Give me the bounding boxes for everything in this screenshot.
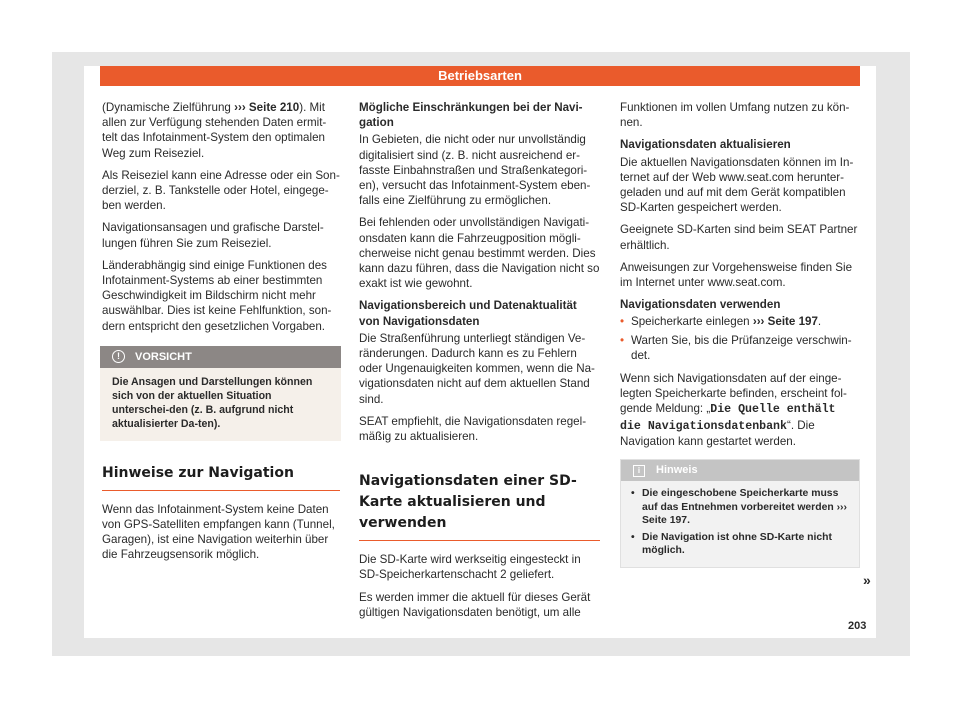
- paragraph: Wenn sich Navigationsdaten auf der einge-legten Speicherkarte befinden, erscheint fol-gende Meldung: „Die Quelle enthält die Navigationsdatenbank“. Die Navigation kann gestartet werden.: [620, 372, 847, 448]
- list-item: • Die Navigation ist ohne SD-Karte nicht möglich.: [631, 531, 832, 557]
- page-reference-link[interactable]: ››› Seite 197: [752, 315, 818, 329]
- section-rule: [359, 540, 600, 541]
- subheading: Navigationsdaten aktualisieren: [620, 138, 791, 152]
- column-2: [359, 100, 600, 627]
- paragraph: Die SD-Karte wird werkseitig eingesteckt in SD-Speicherkartenschacht 2 geliefert.: [359, 553, 581, 582]
- paragraph: Funktionen im vollen Umfang nutzen zu kön-nen.: [620, 101, 850, 130]
- column-3: [620, 100, 860, 568]
- paragraph: Geeignete SD-Karten sind beim SEAT Partner erhältlich.: [620, 223, 858, 252]
- column-1: [102, 100, 340, 570]
- note-header: [621, 460, 859, 481]
- warning-box: [100, 346, 341, 441]
- bullet-icon: •: [620, 315, 625, 329]
- note-box: [620, 459, 860, 568]
- section-rule: [102, 490, 340, 491]
- list-item: • Warten Sie, bis die Prüfanzeige verschwin-det.: [620, 333, 852, 362]
- paragraph: Es werden immer die aktuell für dieses Gerät gültigen Navigationsdaten benötigt, um alle: [359, 590, 591, 619]
- page-reference-link[interactable]: ››› Seite 210: [234, 101, 300, 114]
- paragraph: (Dynamische Zielführung ››› Seite 210). Mit allen zur Verfügung stehenden Daten ermit-telt das Infotainment-System den optimalen Weg zum Reiseziel.: [102, 101, 327, 160]
- paragraph: In Gebieten, die nicht oder nur unvollständig digitalisiert sind (z. B. nicht ausreichend er-fasste Einbahnstraßen und Straßenkategori-en), versucht das Infotainment-System eben-falls eine Zielführung zu ermöglichen.: [359, 133, 591, 208]
- paragraph: Wenn das Infotainment-System keine Daten von GPS-Satelliten empfangen kann (Tunnel, Garagen), ist eine Navigation weiterhin über die Fahrzeugsensorik möglich.: [102, 502, 335, 562]
- info-icon: i: [633, 465, 645, 477]
- list-item: • Die eingeschobene Speicherkarte muss auf das Entnehmen vorbereitet werden ››› Seite 197.: [631, 488, 847, 527]
- paragraph: Länderabhängig sind einige Funktionen des Infotainment-Systems ab einer bestimmten Geschwindigkeit im Bildschirm nicht mehr auswählbar. Dies ist keine Fehlfunktion, son-dern entspricht den gesetzlichen Vorgaben.: [102, 258, 332, 333]
- bullet-icon: •: [620, 333, 625, 347]
- paragraph: SEAT empfiehlt, die Navigationsdaten regel-mäßig zu aktualisieren.: [359, 414, 587, 444]
- section-title: Hinweise zur Navigation: [102, 464, 294, 481]
- note-body: [621, 481, 859, 567]
- paragraph: Anweisungen zur Vorgehensweise finden Sie im Internet unter www.seat.com.: [620, 260, 853, 290]
- warning-text: Die Ansagen und Darstellungen können sich von der aktuellen Situation unterschei-den (z. B. aufgrund nicht aktualisierter Da-ten).: [112, 375, 313, 430]
- subheading: Navigationsbereich und Datenaktualität von Navigationsdaten: [359, 299, 577, 328]
- warning-icon: !: [112, 350, 125, 363]
- page-number: 203: [848, 620, 867, 632]
- subheading: Mögliche Einschränkungen bei der Navi-gation: [359, 101, 583, 130]
- paragraph: Bei fehlenden oder unvollständigen Navigati-onsdaten kann die Fahrzeugposition mögli-cherweise nicht genau bestimmt werden. Dies kann dazu führen, dass die Navigation nicht so exakt ist wie gewohnt.: [359, 216, 600, 291]
- display-message: Die Quelle enthält die Navigationsdatenbank: [620, 403, 836, 433]
- page-reference-link[interactable]: ››› Seite 197: [642, 501, 847, 527]
- warning-header: [100, 346, 341, 368]
- paragraph: Die Straßenführung unterliegt ständigen Ve-ränderungen. Dadurch kann es zu Fehlern oder Ungenauigkeiten kommen, wenn die Na-vigationsdaten nicht auf dem aktuellen Stand sind.: [359, 331, 595, 406]
- note-label: Hinweis: [656, 464, 698, 477]
- paragraph: Die aktuellen Navigationsdaten können im In-ternet auf der Web www.seat.com herunter-geladen und auf mit dem Gerät kompatiblen SD-Karten gespeichert werden.: [620, 155, 854, 215]
- continue-marker: »: [863, 572, 871, 588]
- subheading: Navigationsdaten verwenden: [620, 298, 781, 312]
- paragraph: Navigationsansagen und grafische Darstel-lungen führen Sie zum Reiseziel.: [102, 221, 324, 250]
- paragraph: Als Reiseziel kann eine Adresse oder ein Son-derziel, z. B. Tankstelle oder Hotel, eingege-ben werden.: [102, 168, 340, 213]
- chapter-header: Betriebsarten: [100, 66, 860, 86]
- list-item: • Speicherkarte einlegen ››› Seite 197.: [620, 315, 822, 329]
- bullet-icon: •: [631, 531, 635, 543]
- warning-label: VORSICHT: [135, 350, 192, 363]
- section-title: Navigationsdaten einer SD-Karte aktualisieren und verwenden: [359, 473, 577, 532]
- bullet-icon: •: [631, 488, 635, 500]
